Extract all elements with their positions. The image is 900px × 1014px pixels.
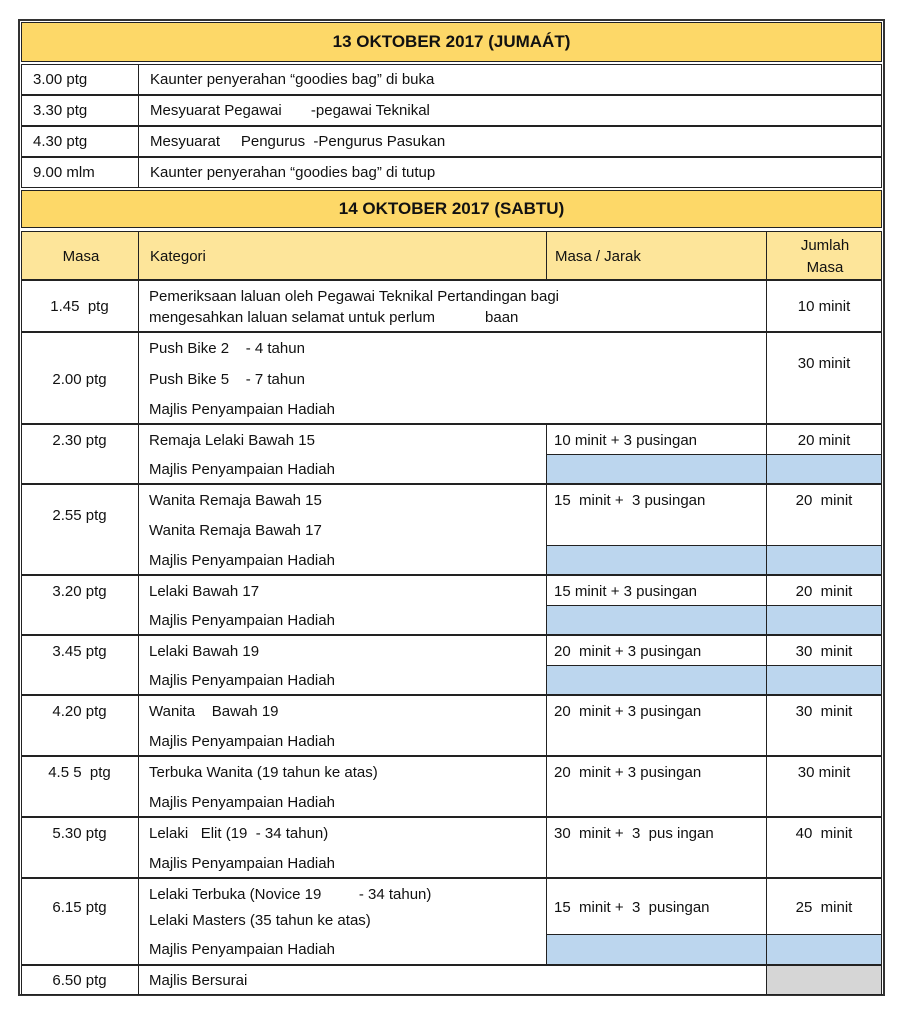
header-jumlah-label-2: Masa (806, 259, 844, 276)
day1-time: 3.30 ptg (33, 102, 88, 119)
header-masa-label: Masa (62, 248, 100, 265)
row-kategori-line: Majlis Penyampaian Hadiah (149, 401, 335, 418)
day1-event: Kaunter penyerahan “goodies bag” di buka (150, 71, 435, 88)
row-kategori-line: mengesahkan laluan selamat untuk perlum baan (149, 309, 519, 326)
row-kategori-line: Majlis Penyampaian Hadiah (149, 672, 335, 689)
header-masa (21, 231, 139, 280)
row-jumlah: 30 minit (797, 764, 851, 781)
day1-time: 3.00 ptg (33, 71, 88, 88)
row-kategori-line: Majlis Penyampaian Hadiah (149, 794, 335, 811)
row-jumlah: 30 minit (797, 355, 851, 372)
day1-event: Mesyuarat Pegawai -pegawai Teknikal (150, 102, 430, 119)
row-jarak: 20 minit + 3 pusingan (554, 764, 702, 781)
row-time: 4.20 ptg (52, 703, 107, 720)
row-kategori-line: Majlis Penyampaian Hadiah (149, 461, 335, 478)
jarak-highlight (546, 545, 767, 575)
row-kategori-line: Pemeriksaan laluan oleh Pegawai Teknikal Pertandingan bagi (149, 288, 559, 305)
day1-time: 9.00 mlm (33, 164, 95, 181)
row-jarak: 15 minit + 3 pusingan (554, 492, 706, 509)
row-jumlah: 10 minit (797, 298, 851, 315)
row-kategori-line: Lelaki Masters (35 tahun ke atas) (149, 912, 371, 929)
jumlah-highlight (766, 934, 882, 965)
jarak-highlight (546, 454, 767, 484)
jumlah-highlight (766, 545, 882, 575)
time-cell (21, 484, 139, 575)
row-time: 3.45 ptg (52, 643, 107, 660)
jumlah-cell (766, 332, 882, 424)
jumlah-highlight (766, 605, 882, 635)
jarak-highlight (546, 934, 767, 965)
row-jumlah: 20 minit (797, 432, 851, 449)
day2-title: 14 OKTOBER 2017 (SABTU) (21, 190, 882, 228)
header-kategori (138, 231, 547, 280)
jumlah-cell (766, 965, 882, 995)
row-kategori-line: Wanita Bawah 19 (149, 703, 279, 720)
row-kategori-line: Lelaki Bawah 17 (149, 583, 260, 600)
jarak-highlight (546, 605, 767, 635)
header-jarak (546, 231, 767, 280)
row-kategori-line: Terbuka Wanita (19 tahun ke atas) (149, 764, 378, 781)
time-cell (21, 878, 139, 965)
header-kategori-label: Kategori (150, 248, 206, 265)
row-kategori-line: Lelaki Elit (19 - 34 tahun) (149, 825, 329, 842)
row-time: 2.00 ptg (52, 371, 107, 388)
row-kategori-line: Majlis Penyampaian Hadiah (149, 733, 335, 750)
row-kategori-line: Lelaki Bawah 19 (149, 643, 260, 660)
row-jarak: 10 minit + 3 pusingan (554, 432, 698, 449)
day1-event: Kaunter penyerahan “goodies bag” di tutup (150, 164, 436, 181)
row-jumlah: 20 minit (795, 583, 853, 600)
jarak-highlight (546, 665, 767, 695)
row-time: 2.30 ptg (52, 432, 107, 449)
row-kategori-line: Wanita Remaja Bawah 17 (149, 522, 322, 539)
row-kategori-line: Remaja Lelaki Bawah 15 (149, 432, 315, 449)
row-time: 5.30 ptg (52, 825, 107, 842)
row-kategori-line: Wanita Remaja Bawah 15 (149, 492, 322, 509)
row-time: 6.15 ptg (52, 899, 107, 916)
day1-event: Mesyuarat Pengurus -Pengurus Pasukan (150, 133, 446, 150)
row-kategori-line: Majlis Penyampaian Hadiah (149, 941, 335, 958)
row-jarak: 20 minit + 3 pusingan (554, 643, 702, 660)
row-time: 6.50 ptg (52, 972, 107, 989)
row-time: 1.45 ptg (50, 298, 109, 315)
day1-title: 13 OKTOBER 2017 (JUMAÁT) (21, 22, 882, 62)
header-jumlah-label-1: Jumlah (800, 237, 850, 254)
row-kategori-line: Majlis Penyampaian Hadiah (149, 855, 335, 872)
row-kategori-line: Majlis Penyampaian Hadiah (149, 612, 335, 629)
row-jumlah: 30 minit (795, 643, 853, 660)
row-jumlah: 30 minit (795, 703, 853, 720)
row-kategori-line: Majlis Bersurai (149, 972, 248, 989)
jumlah-highlight (766, 454, 882, 484)
row-jarak: 15 minit + 3 pusingan (554, 583, 698, 600)
row-time: 2.55 ptg (52, 507, 107, 524)
row-jumlah: 20 minit (795, 492, 853, 509)
row-jarak: 15 minit + 3 pusingan (554, 899, 710, 916)
row-kategori-line: Push Bike 5 - 7 tahun (149, 371, 305, 388)
row-kategori-line: Majlis Penyampaian Hadiah (149, 552, 335, 569)
jumlah-highlight (766, 665, 882, 695)
row-jarak: 20 minit + 3 pusingan (554, 703, 702, 720)
header-jumlah (766, 231, 882, 280)
header-jarak-label: Masa / Jarak (555, 248, 641, 265)
row-time: 4.5 5 ptg (48, 764, 111, 781)
row-kategori-line: Push Bike 2 - 4 tahun (149, 340, 305, 357)
row-jarak: 30 minit + 3 pus ingan (554, 825, 714, 842)
day1-time: 4.30 ptg (33, 133, 88, 150)
row-jumlah: 25 minit (795, 899, 853, 916)
row-kategori-line: Lelaki Terbuka (Novice 19 - 34 tahun) (149, 886, 432, 903)
row-time: 3.20 ptg (52, 583, 107, 600)
row-jumlah: 40 minit (795, 825, 853, 842)
